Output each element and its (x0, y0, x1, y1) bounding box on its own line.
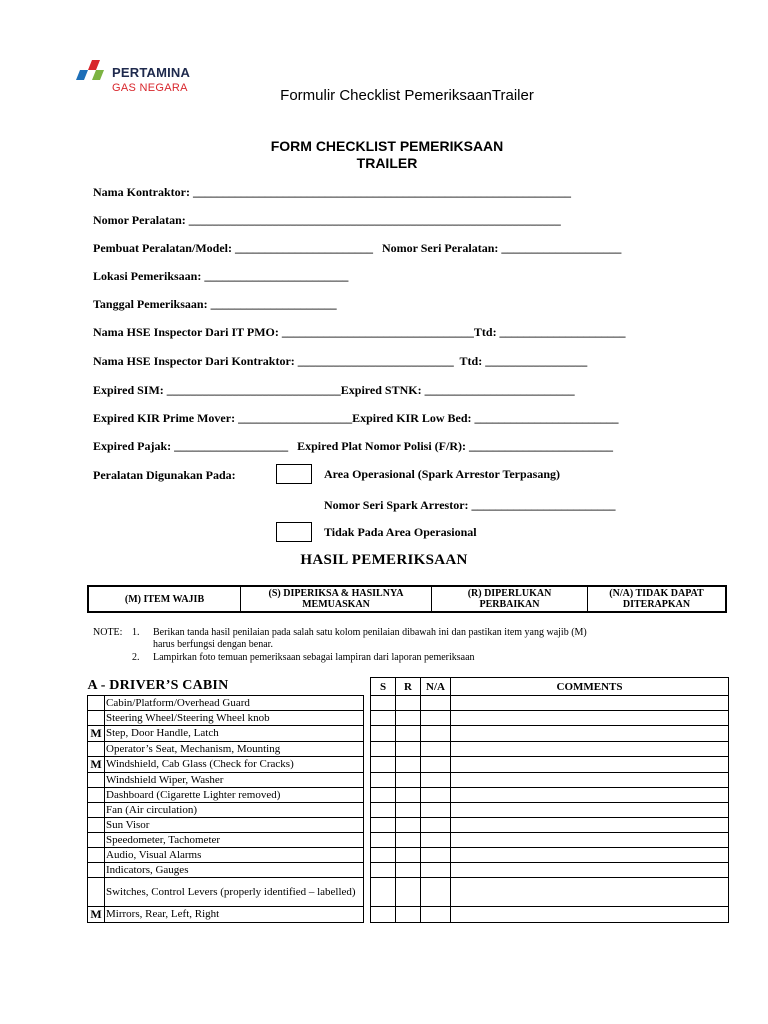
legend-na-line2: DITERAPKAN (622, 599, 691, 610)
note-1-number: 1. (132, 627, 140, 638)
table-row (88, 878, 729, 907)
row-gap (364, 788, 371, 803)
cell-comments[interactable] (451, 833, 729, 848)
header-na: N/A (421, 678, 451, 696)
row-gap (364, 848, 371, 863)
form-title-line2: TRAILER (356, 155, 418, 171)
cell-s[interactable] (371, 878, 396, 907)
cell-na[interactable] (421, 878, 451, 907)
table-row (88, 742, 729, 757)
cell-na[interactable] (421, 907, 451, 923)
cell-r[interactable] (396, 878, 421, 907)
tidak-area-label: Tidak Pada Area Operasional (324, 525, 477, 539)
legend-r-line1: (R) DIPERLUKAN (467, 588, 552, 599)
field-hse-inspector-kontraktor[interactable]: Nama HSE Inspector Dari Kontraktor: __________________________ Ttd: _________________ (93, 354, 588, 368)
field-hse-inspector-it[interactable]: Nama HSE Inspector Dari IT PMO: ________________________________Ttd: _____________________ (93, 325, 626, 339)
spark-arrestor-field[interactable]: Nomor Seri Spark Arrestor: ________________________ (324, 498, 616, 512)
cell-comments[interactable] (451, 818, 729, 833)
section-title-cell (88, 678, 364, 696)
table-row (88, 726, 729, 742)
legend-m-line1: (M) ITEM WAJIB (124, 593, 205, 605)
row-gap (364, 726, 371, 742)
field-nomor-peralatan[interactable]: Nomor Peralatan: ______________________________________________________________ (93, 213, 561, 227)
cell-na[interactable] (421, 711, 451, 726)
field-expired-pajak-plat[interactable]: Expired Pajak: ___________________ Expired Plat Nomor Polisi (F/R): ________________________ (93, 439, 613, 453)
mandatory-mark (88, 878, 105, 907)
cell-s[interactable] (371, 818, 396, 833)
table-row (88, 848, 729, 863)
cell-comments[interactable] (451, 726, 729, 742)
cell-r[interactable] (396, 696, 421, 711)
cell-comments[interactable] (451, 803, 729, 818)
cell-comments[interactable] (451, 773, 729, 788)
item-label: Cabin/Platform/Overhead Guard (105, 696, 364, 711)
legend-na-line1: (N/A) TIDAK DAPAT (609, 588, 704, 599)
cell-na[interactable] (421, 742, 451, 757)
mandatory-mark (88, 818, 105, 833)
mandatory-mark (88, 696, 105, 711)
row-gap (364, 878, 371, 907)
cell-comments[interactable] (451, 711, 729, 726)
mandatory-mark (88, 711, 105, 726)
cell-comments[interactable] (451, 878, 729, 907)
row-gap (364, 833, 371, 848)
field-tanggal-pemeriksaan[interactable]: Tanggal Pemeriksaan: _____________________ (93, 297, 337, 311)
cell-s[interactable] (371, 742, 396, 757)
cell-r[interactable] (396, 788, 421, 803)
cell-na[interactable] (421, 696, 451, 711)
cell-na[interactable] (421, 863, 451, 878)
cell-r[interactable] (396, 863, 421, 878)
cell-na[interactable] (421, 726, 451, 742)
cell-r[interactable] (396, 907, 421, 923)
row-gap (364, 863, 371, 878)
cell-s[interactable] (371, 907, 396, 923)
legend-cell-na (588, 587, 725, 611)
cell-r[interactable] (396, 726, 421, 742)
cell-comments[interactable] (451, 863, 729, 878)
item-label: Audio, Visual Alarms (105, 848, 364, 863)
legend-s-line2: MEMUASKAN (302, 599, 370, 610)
header-comments: COMMENTS (451, 678, 729, 696)
row-gap (364, 711, 371, 726)
legend-cell-s (241, 587, 432, 611)
field-expired-kir[interactable]: Expired KIR Prime Mover: ___________________Expired KIR Low Bed: ________________________ (93, 411, 619, 425)
row-gap (364, 696, 371, 711)
cell-s[interactable] (371, 803, 396, 818)
document-title: Formulir Checklist PemeriksaanTrailer (280, 87, 534, 104)
cell-na[interactable] (421, 788, 451, 803)
row-gap (364, 757, 371, 773)
item-label: Step, Door Handle, Latch (105, 726, 364, 742)
note-1-line1: Berikan tanda hasil penilaian pada salah satu kolom penilaian dibawah ini dan pastikan item yang wajib (M) (153, 627, 587, 638)
item-label: Indicators, Gauges (105, 863, 364, 878)
cell-na[interactable] (421, 833, 451, 848)
area-operasional-checkbox[interactable] (276, 464, 312, 484)
legend-cell-r (432, 587, 588, 611)
item-label: Steering Wheel/Steering Wheel knob (105, 711, 364, 726)
header-r: R (396, 678, 421, 696)
cell-s[interactable] (371, 863, 396, 878)
item-label: Windshield, Cab Glass (Check for Cracks) (105, 757, 364, 773)
cell-r[interactable] (396, 757, 421, 773)
item-label: Operator’s Seat, Mechanism, Mounting (105, 742, 364, 757)
cell-s[interactable] (371, 757, 396, 773)
row-gap (364, 803, 371, 818)
cell-s[interactable] (371, 773, 396, 788)
cell-comments[interactable] (451, 907, 729, 923)
cell-comments[interactable] (451, 788, 729, 803)
table-row (88, 711, 729, 726)
mandatory-mark (88, 863, 105, 878)
checklist-header-row (88, 678, 729, 696)
cell-r[interactable] (396, 848, 421, 863)
mandatory-mark (88, 803, 105, 818)
mandatory-mark (88, 833, 105, 848)
field-lokasi-pemeriksaan[interactable]: Lokasi Pemeriksaan: ________________________ (93, 269, 349, 283)
mandatory-mark (88, 788, 105, 803)
cell-s[interactable] (371, 726, 396, 742)
cell-comments[interactable] (451, 696, 729, 711)
header-s: S (371, 678, 396, 696)
item-label: Sun Visor (105, 818, 364, 833)
drivers-cabin-checklist (87, 677, 729, 923)
form-title-line1: FORM CHECKLIST PEMERIKSAAN (270, 138, 504, 154)
item-label: Fan (Air circulation) (105, 803, 364, 818)
cell-na[interactable] (421, 773, 451, 788)
field-nama-kontraktor[interactable]: Nama Kontraktor: _______________________________________________________________ (93, 185, 571, 199)
table-row (88, 818, 729, 833)
note-2-number: 2. (132, 652, 140, 663)
table-row (88, 773, 729, 788)
row-gap (364, 742, 371, 757)
field-expired-sim-stnk[interactable]: Expired SIM: _____________________________Expired STNK: _________________________ (93, 383, 575, 397)
cell-r[interactable] (396, 773, 421, 788)
row-gap (364, 818, 371, 833)
table-row (88, 696, 729, 711)
section-title: A - DRIVER’S CABIN (87, 678, 229, 694)
table-row (88, 803, 729, 818)
note-prefix: NOTE: (93, 627, 123, 638)
table-row (88, 757, 729, 773)
legend-cell-m (89, 587, 241, 611)
cell-comments[interactable] (451, 848, 729, 863)
hasil-pemeriksaan-title: HASIL PEMERIKSAAN (300, 552, 468, 568)
field-pembuat-peralatan[interactable]: Pembuat Peralatan/Model: _______________________ Nomor Seri Peralatan: ____________________ (93, 241, 622, 255)
cell-comments[interactable] (451, 757, 729, 773)
mandatory-mark (88, 773, 105, 788)
legend-s-line1: (S) DIPERIKSA & HASILNYA (268, 588, 404, 599)
item-label: Speedometer, Tachometer (105, 833, 364, 848)
cell-s[interactable] (371, 696, 396, 711)
cell-na[interactable] (421, 803, 451, 818)
mandatory-mark (88, 848, 105, 863)
cell-r[interactable] (396, 833, 421, 848)
form-title (0, 138, 768, 172)
tidak-area-checkbox[interactable] (276, 522, 312, 542)
table-row (88, 833, 729, 848)
cell-r[interactable] (396, 742, 421, 757)
mandatory-mark: M (88, 907, 105, 923)
logo-brand-text: PERTAMINA (112, 65, 191, 80)
note-1-line2: harus berfungsi dengan benar. (153, 639, 273, 650)
row-gap (364, 907, 371, 923)
header-gap (364, 678, 371, 696)
mandatory-mark (88, 742, 105, 757)
mandatory-mark: M (88, 757, 105, 773)
table-row (88, 788, 729, 803)
table-row (88, 907, 729, 923)
cell-r[interactable] (396, 803, 421, 818)
peralatan-label: Peralatan Digunakan Pada: (93, 468, 236, 482)
rating-legend-table (87, 585, 727, 613)
table-row (88, 863, 729, 878)
cell-r[interactable] (396, 711, 421, 726)
item-label: Dashboard (Cigarette Lighter removed) (105, 788, 364, 803)
cell-s[interactable] (371, 788, 396, 803)
cell-na[interactable] (421, 757, 451, 773)
mandatory-mark: M (88, 726, 105, 742)
legend-r-line2: PERBAIKAN (479, 599, 540, 610)
cell-s[interactable] (371, 848, 396, 863)
logo-sub-text: GAS NEGARA (112, 82, 188, 94)
cell-na[interactable] (421, 818, 451, 833)
cell-s[interactable] (371, 833, 396, 848)
cell-r[interactable] (396, 818, 421, 833)
item-label: Switches, Control Levers (properly identified – labelled) (105, 878, 364, 907)
cell-s[interactable] (371, 711, 396, 726)
row-gap (364, 773, 371, 788)
item-label: Mirrors, Rear, Left, Right (105, 907, 364, 923)
note-2-line1: Lampirkan foto temuan pemeriksaan sebagai lampiran dari laporan pemeriksaan (153, 652, 475, 663)
item-label: Windshield Wiper, Washer (105, 773, 364, 788)
area-operasional-label: Area Operasional (Spark Arrestor Terpasang) (324, 467, 561, 481)
cell-comments[interactable] (451, 742, 729, 757)
cell-na[interactable] (421, 848, 451, 863)
